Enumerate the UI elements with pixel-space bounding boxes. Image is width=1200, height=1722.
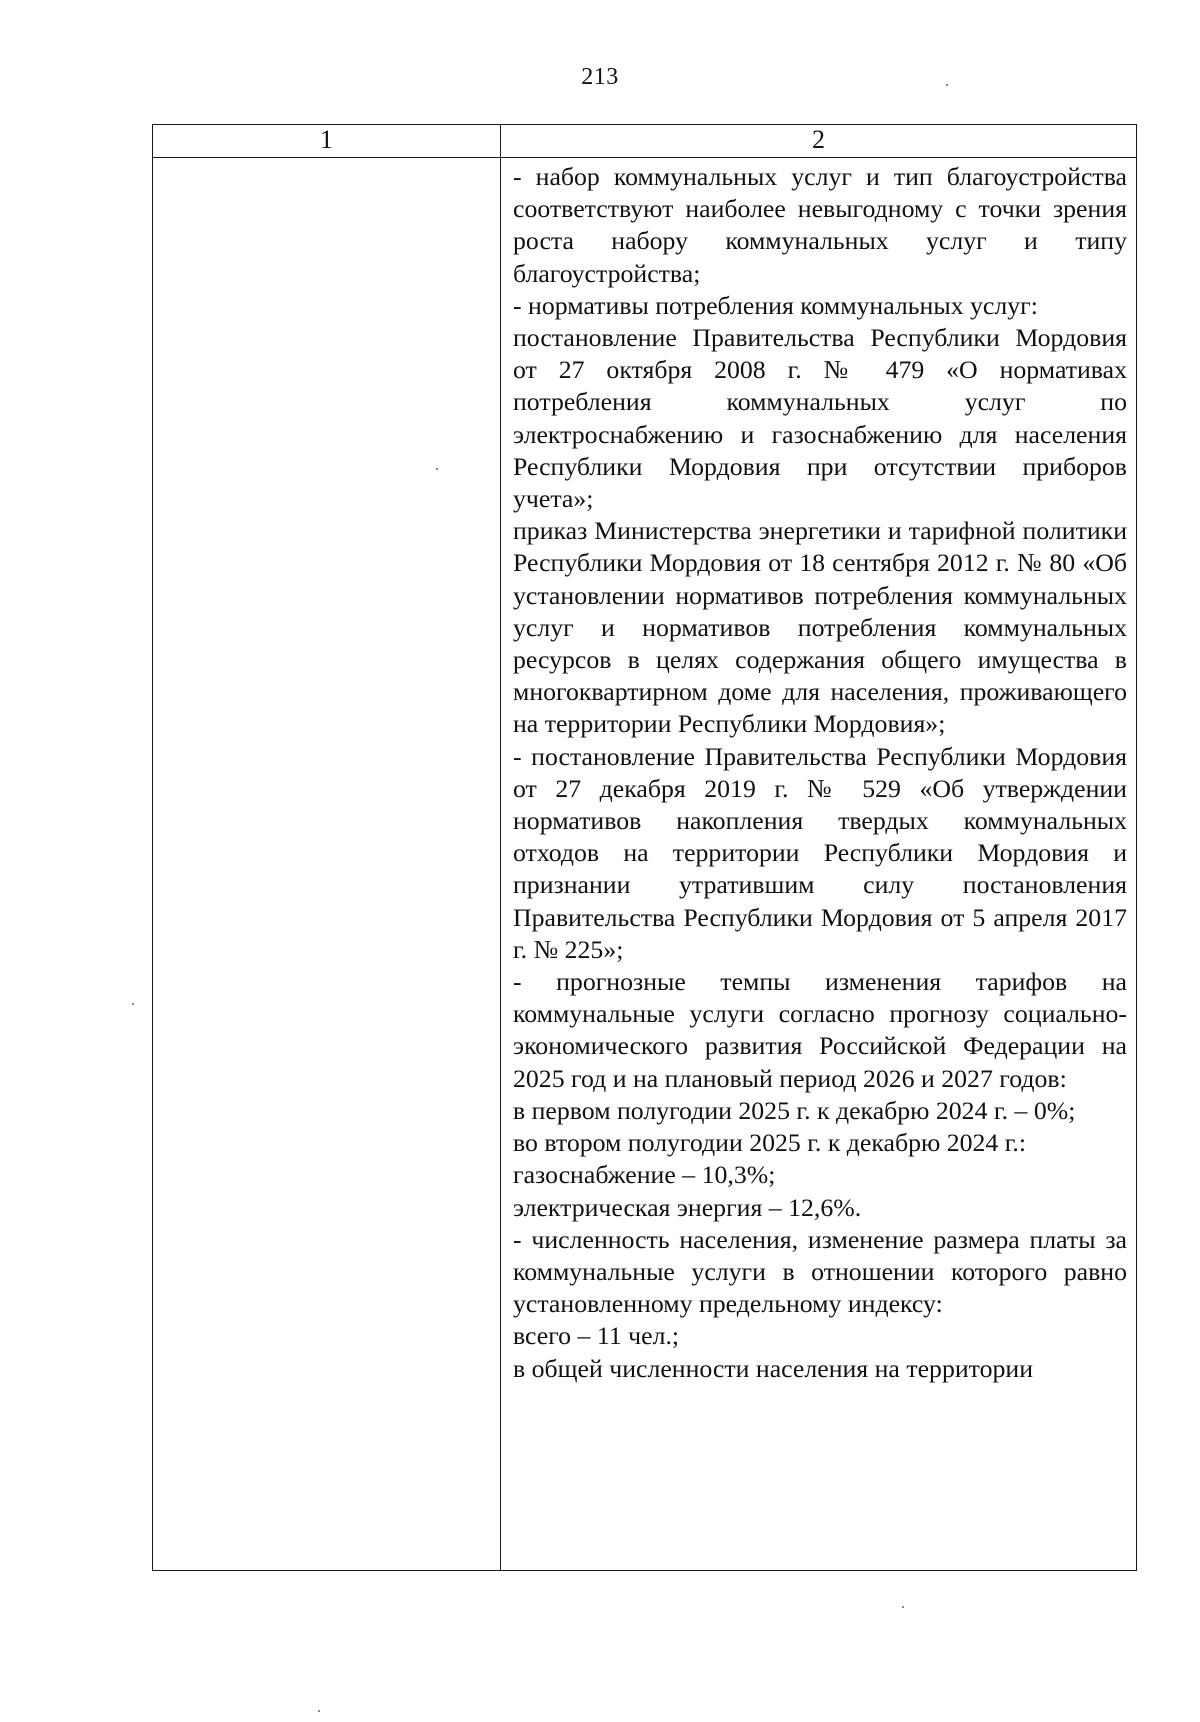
column-1-cell	[153, 158, 501, 1571]
column-header-1: 1	[153, 125, 501, 158]
scan-speck	[132, 1003, 134, 1005]
paragraph: в первом полугодии 2025 г. к декабрю 2024 г. – 0%;	[513, 1095, 1076, 1125]
column-header-2: 2	[501, 125, 1137, 158]
table-row	[153, 158, 1137, 1571]
paragraph: всего – 11 чел.;	[513, 1321, 680, 1351]
paragraph: - нормативы потребления коммунальных услуг:	[513, 290, 1038, 320]
paragraph: - прогнозные темпы изменения тарифов на коммунальные услуги согласно прогнозу социально-экономического развития Российской Федерации на 2025 год и на плановый период 2026 и 2027 годов:	[513, 967, 1127, 1093]
scan-speck	[946, 84, 948, 86]
paragraph: газоснабжение – 10,3%;	[513, 1160, 776, 1190]
paragraph: электрическая энергия – 12,6%.	[513, 1192, 862, 1222]
paragraph: - набор коммунальных услуг и тип благоустройства соответствуют наиболее невыгодному с точки зрения роста набору коммунальных услуг и типу благоустройства;	[513, 162, 1127, 288]
scan-speck	[436, 468, 438, 470]
paragraph: в общей численности населения на территории	[513, 1353, 1033, 1383]
column-2-content	[501, 158, 1136, 1385]
scan-speck	[902, 1606, 904, 1608]
page-number: 213	[581, 64, 619, 90]
scan-speck	[318, 1710, 320, 1712]
table-header-row	[153, 125, 1137, 158]
paragraph: - численность населения, изменение размера платы за коммунальные услуги в отношении которого равно установленному предельному индексу:	[513, 1224, 1127, 1319]
paragraph: - постановление Правительства Республики Мордовия от 27 декабря 2019 г. № 529 «Об утверждении нормативов накопления твердых коммунальных отходов на территории Республики Мордовия и признании утратившим силу постановления Правительства Республики Мордовия от 5 апреля 2017 г. № 225»;	[513, 741, 1127, 964]
paragraph: постановление Правительства Республики Мордовия от 27 октября 2008 г. № 479 «О нормативах потребления коммунальных услуг по электроснабжению и газоснабжению для населения Республики Мордовия при отсутствии приборов учета»;	[513, 323, 1127, 514]
paragraph: во втором полугодии 2025 г. к декабрю 2024 г.:	[513, 1128, 1027, 1158]
column-2-cell	[501, 158, 1137, 1571]
document-table	[152, 124, 1137, 1571]
paragraph: приказ Министерства энергетики и тарифной политики Республики Мордовия от 18 сентября 2012 г. № 80 «Об установлении нормативов потребления коммунальных услуг и нормативов потребления коммунальных ресурсов в целях содержания общего имущества в многоквартирном доме для населения, проживающего на территории Республики Мордовия»;	[513, 516, 1127, 739]
